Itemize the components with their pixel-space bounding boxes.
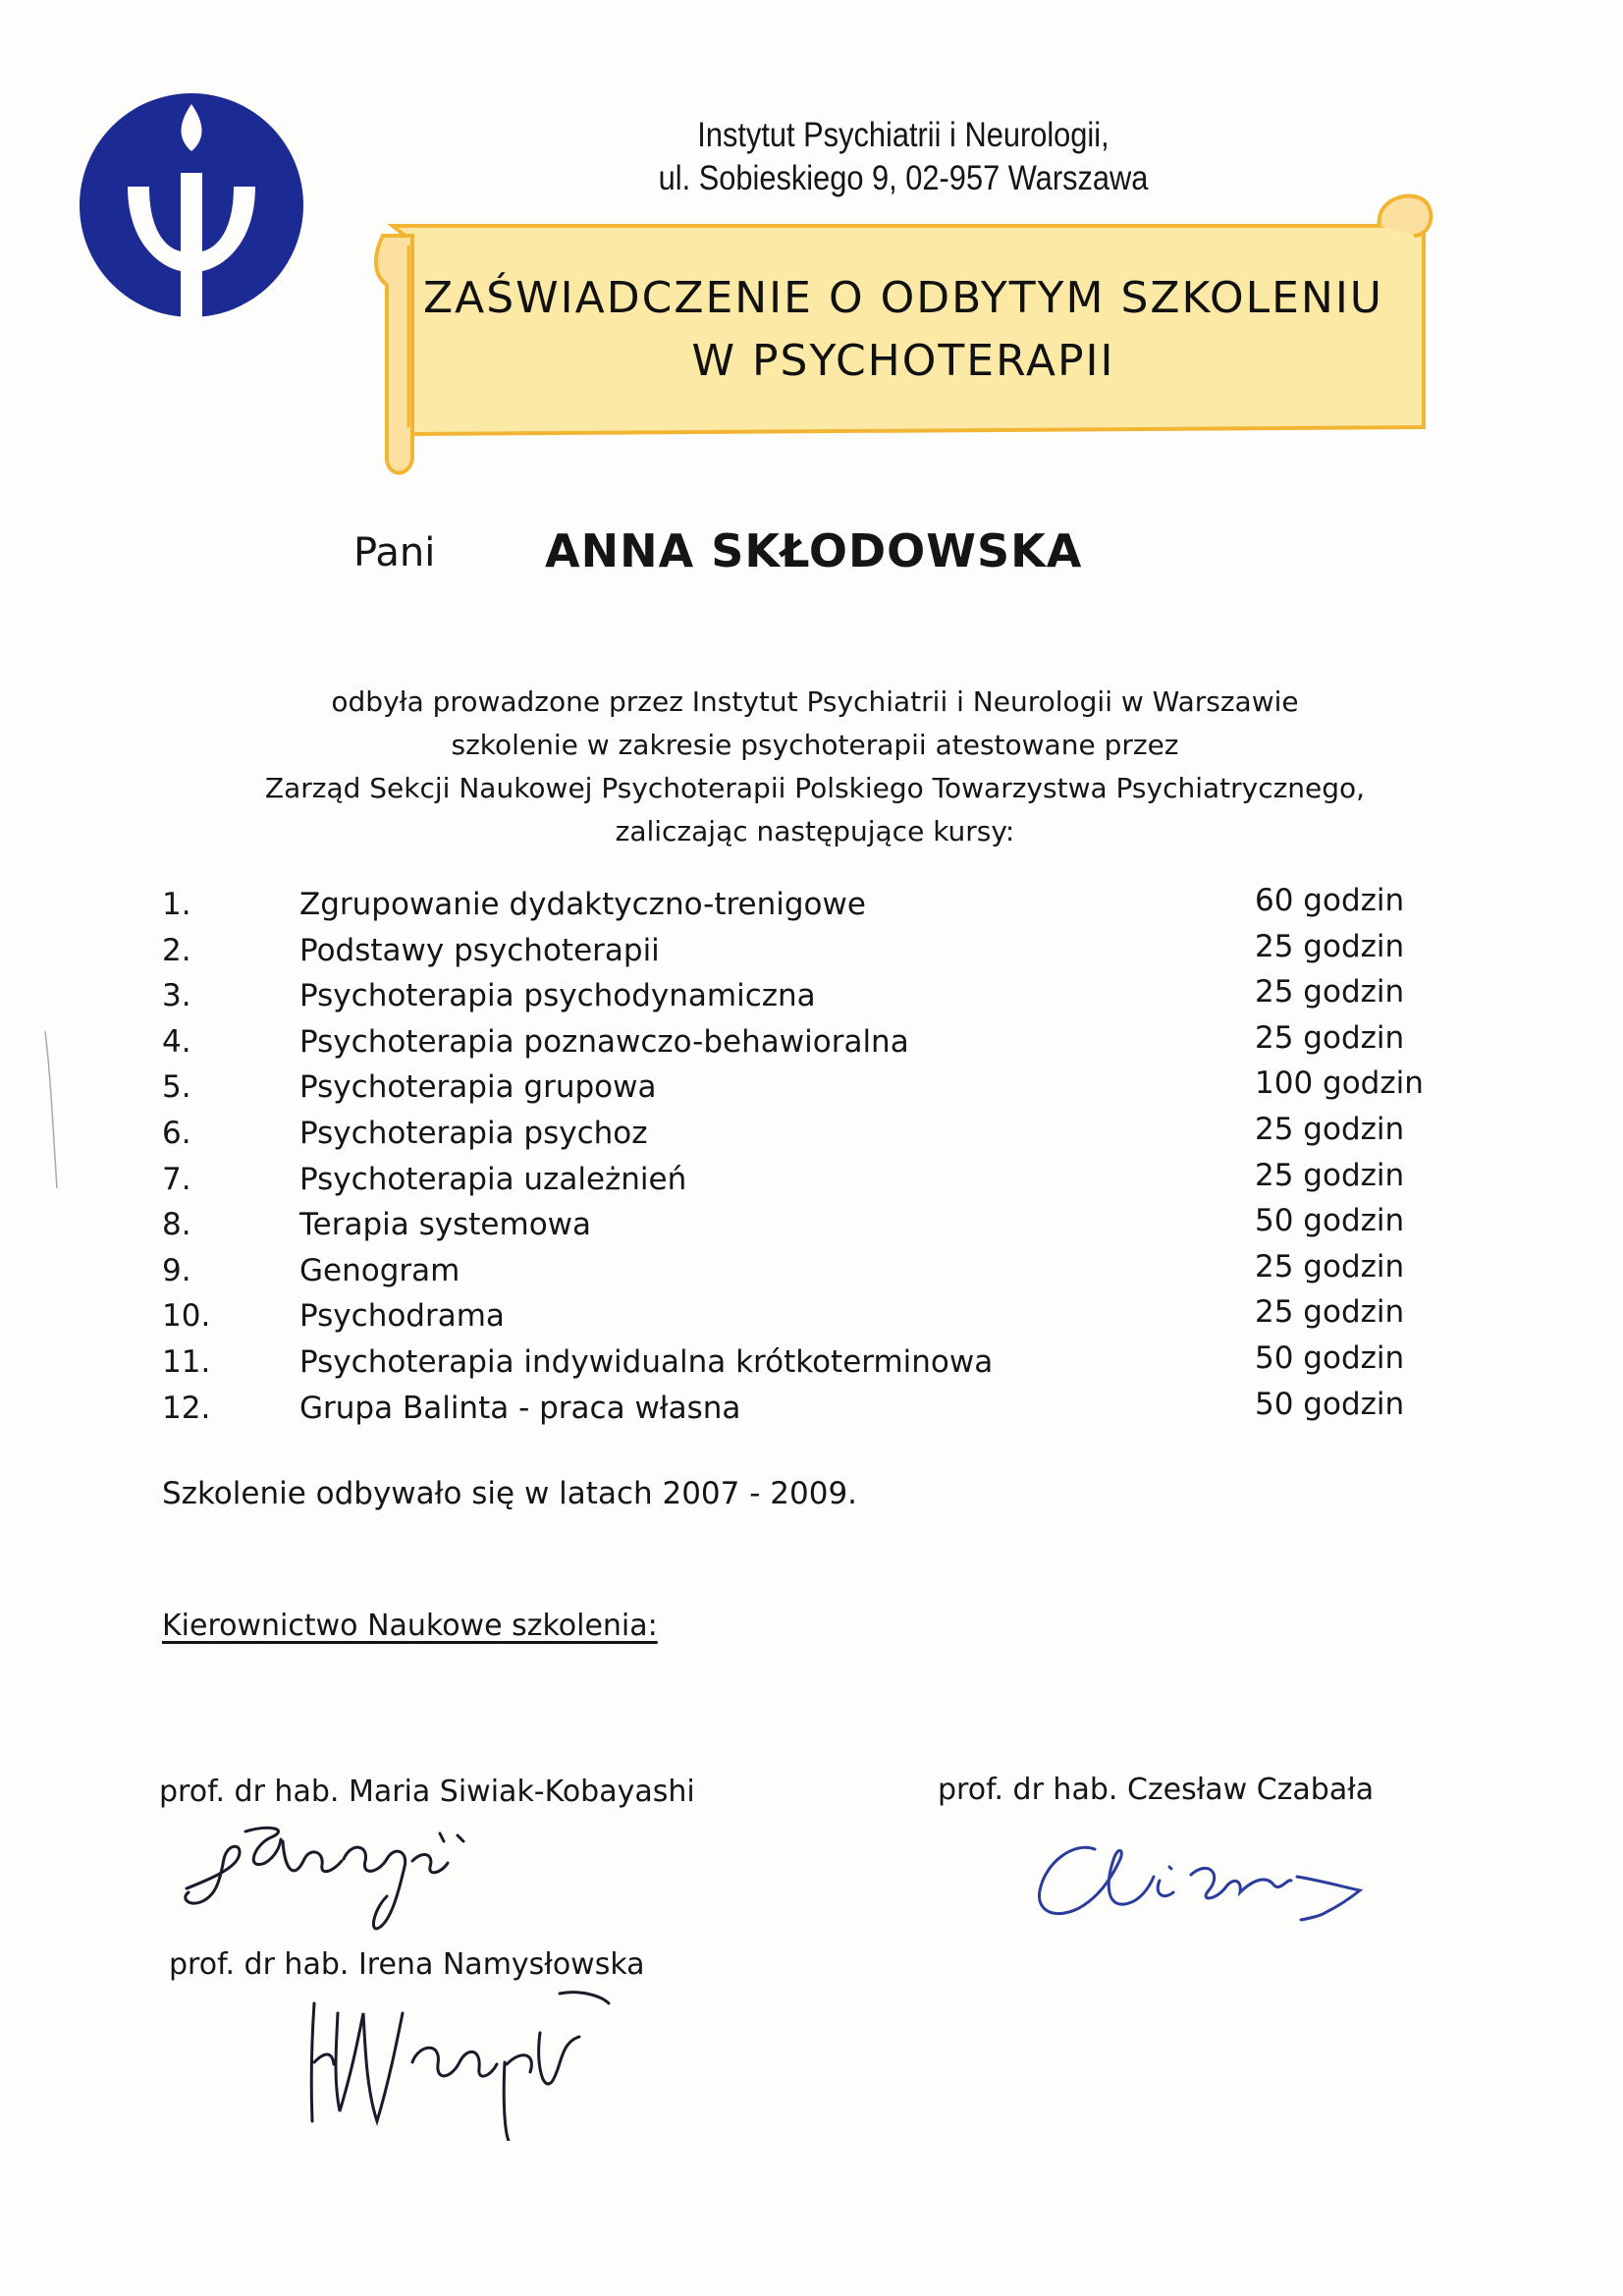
leadership-heading: Kierownictwo Naukowe szkolenia: (162, 1609, 658, 1643)
certificate-title-line1: ZAŚWIADCZENIE O ODBYTYM SZKOLENIU (422, 273, 1384, 323)
course-hours: 25 godzin (1255, 1294, 1405, 1331)
course-title: Psychoterapia indywidualna krótkoterminowa (299, 1343, 994, 1380)
course-item (157, 1386, 1453, 1437)
course-number: 11. (162, 1343, 211, 1380)
course-list (157, 883, 1453, 1436)
course-hours: 60 godzin (1255, 883, 1405, 918)
course-title: Psychoterapia grupowa (299, 1069, 657, 1106)
course-title: Grupa Balinta - praca własna (299, 1390, 741, 1426)
course-item (157, 1066, 1453, 1116)
course-item (157, 1111, 1453, 1162)
training-years: Szkolenie odbywało się w latach 2007 - 2009. (162, 1476, 858, 1511)
course-hours: 25 godzin (1255, 1248, 1405, 1285)
course-hours: 25 godzin (1255, 928, 1405, 964)
course-number: 2. (162, 932, 191, 968)
course-number: 6. (162, 1115, 191, 1151)
course-title: Terapia systemowa (299, 1207, 592, 1243)
course-number: 1. (162, 887, 191, 922)
course-title: Psychoterapia psychoz (299, 1115, 648, 1151)
signature-second (1026, 1822, 1389, 1940)
signatory-name-second: prof. dr hab. Czesław Czabała (938, 1773, 1375, 1807)
course-hours: 25 godzin (1255, 1019, 1405, 1056)
course-item (157, 974, 1453, 1024)
course-item (157, 1294, 1453, 1344)
signatory-name-first: prof. dr hab. Maria Siwiak-Kobayashi (159, 1775, 695, 1809)
certificate-title-line2: W PSYCHOTERAPII (691, 336, 1115, 386)
course-hours: 25 godzin (1255, 974, 1405, 1011)
recipient-name: ANNA SKŁODOWSKA (545, 524, 1083, 577)
course-number: 3. (162, 978, 191, 1014)
institute-logo-icon (77, 90, 306, 320)
signatory-name-third: prof. dr hab. Irena Namysłowska (169, 1947, 645, 1982)
title-scroll-banner (363, 177, 1434, 481)
course-hours: 25 godzin (1255, 1111, 1405, 1147)
course-number: 8. (162, 1207, 191, 1243)
institution-name: Instytut Psychiatrii i Neurologii, (697, 116, 1109, 154)
course-item (157, 1019, 1453, 1070)
intro-line: szkolenie w zakresie psychoterapii atestowane przez (451, 729, 1179, 761)
intro-line: Zarząd Sekcji Naukowej Psychoterapii Polskiego Towarzystwa Psychiatrycznego, (264, 772, 1366, 804)
course-item (157, 928, 1453, 979)
course-title: Psychoterapia psychodynamiczna (299, 978, 816, 1014)
course-title: Podstawy psychoterapii (299, 932, 660, 968)
course-item (157, 1339, 1453, 1391)
scan-mark (41, 1031, 61, 1188)
recipient-salutation: Pani (353, 530, 436, 575)
course-number: 4. (162, 1023, 191, 1060)
course-number: 10. (162, 1298, 211, 1335)
institution-address: ul. Sobieskiego 9, 02-957 Warszawa (658, 159, 1149, 197)
course-hours: 100 godzin (1255, 1066, 1424, 1102)
course-hours: 50 godzin (1255, 1386, 1405, 1422)
course-hours: 50 godzin (1255, 1203, 1405, 1239)
signature-third (295, 1974, 628, 2141)
course-title: Genogram (299, 1252, 460, 1288)
course-hours: 50 godzin (1255, 1339, 1405, 1376)
course-item (157, 883, 1453, 933)
intro-line: odbyła prowadzone przez Instytut Psychiatrii i Neurologii w Warszawie (331, 685, 1299, 718)
course-number: 5. (162, 1069, 191, 1106)
course-item (157, 1248, 1453, 1299)
course-number: 7. (162, 1161, 191, 1197)
course-number: 12. (162, 1390, 211, 1426)
course-item (157, 1157, 1453, 1208)
course-title: Psychoterapia poznawczo-behawioralna (299, 1023, 909, 1060)
course-hours: 25 godzin (1255, 1157, 1405, 1193)
course-title: Zgrupowanie dydaktyczno-trenigowe (299, 887, 866, 922)
signature-first (177, 1812, 589, 1949)
course-number: 9. (162, 1252, 191, 1288)
course-title: Psychodrama (299, 1298, 505, 1335)
course-item (157, 1203, 1453, 1253)
intro-line: zaliczając następujące kursy: (615, 815, 1015, 847)
course-title: Psychoterapia uzależnień (299, 1161, 687, 1197)
